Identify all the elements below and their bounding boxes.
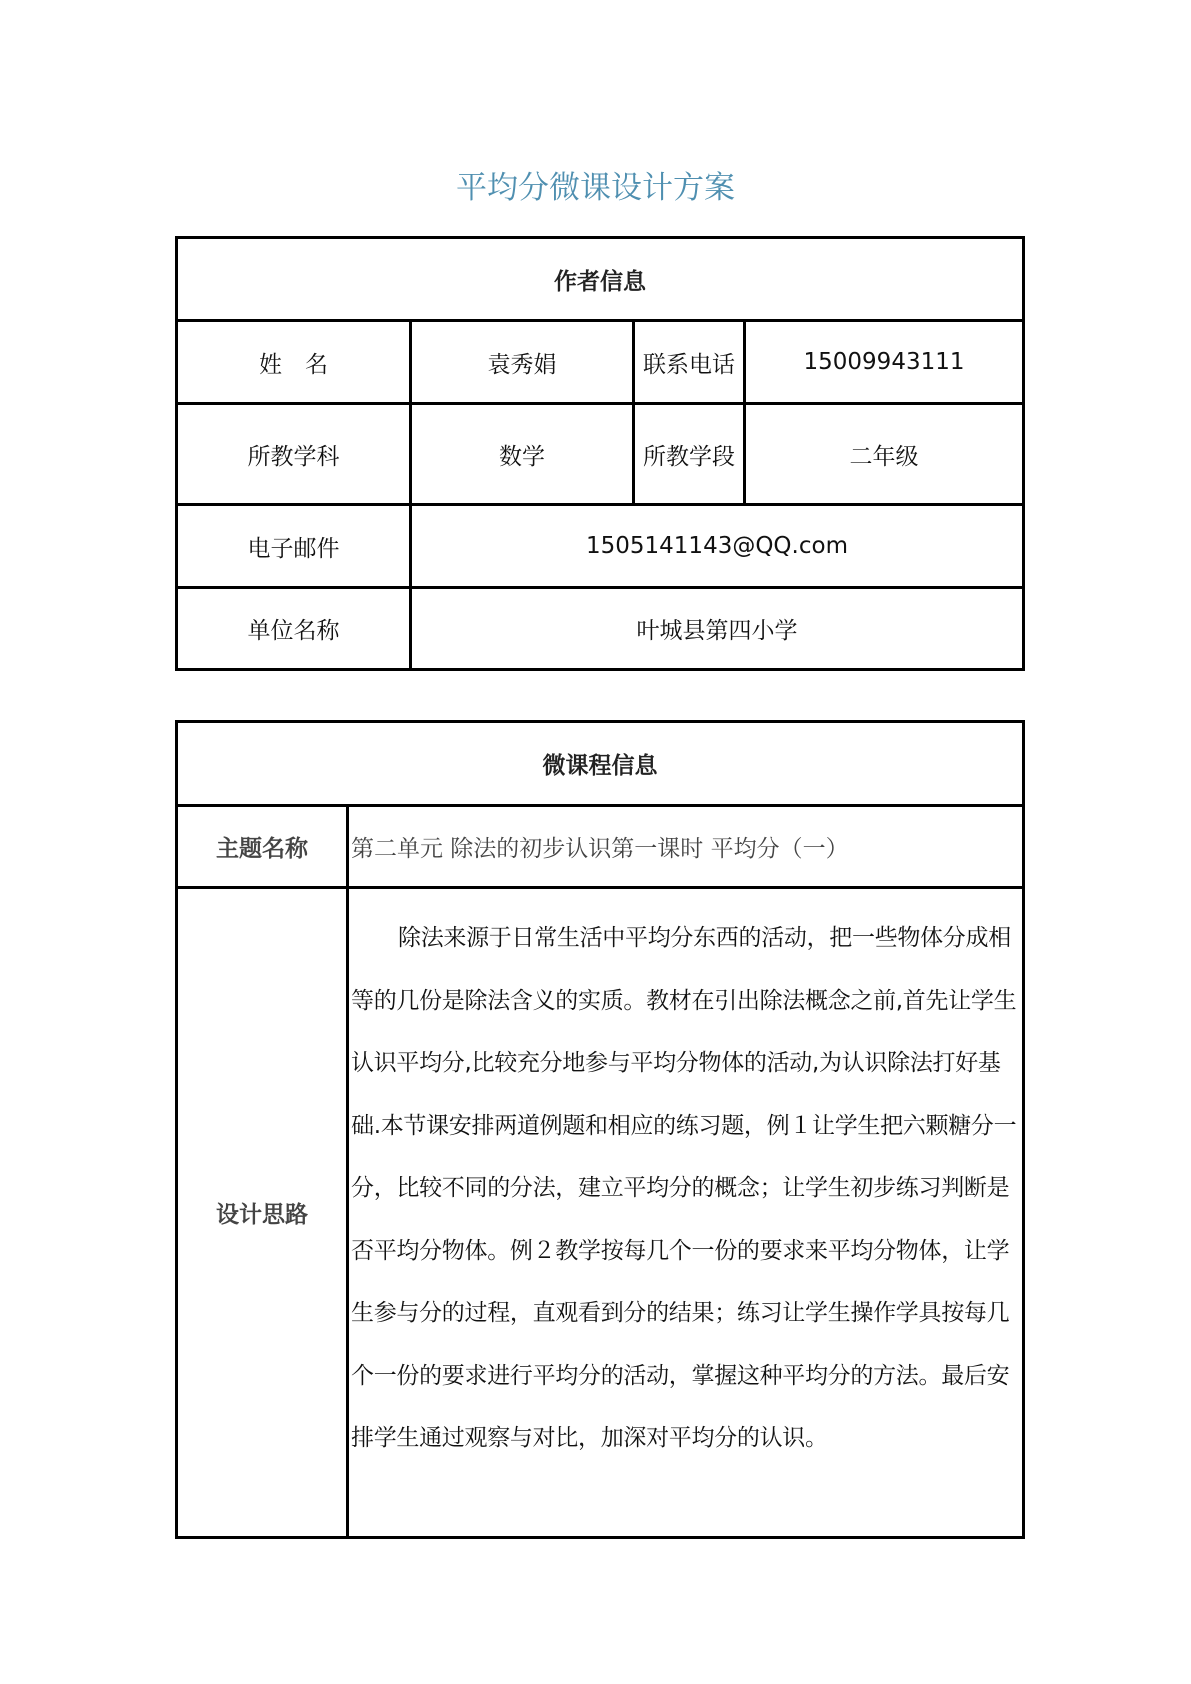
grade-label: 所教学段 [634,404,745,505]
grade-value: 二年级 [745,404,1024,505]
document-title: 平均分微课设计方案 [456,170,735,206]
design-cell [348,888,1024,1538]
name-value: 袁秀娟 [411,321,634,404]
name-label: 姓 名 [177,321,411,404]
author-info-table [175,236,1025,671]
phone-label: 联系电话 [634,321,745,404]
subject-value: 数学 [411,404,634,505]
phone-value: 15009943111 [745,321,1024,404]
unit-label: 单位名称 [177,588,411,670]
course-info-table [175,720,1025,1539]
author-info-header: 作者信息 [177,238,1024,321]
course-info-header: 微课程信息 [177,722,1024,806]
email-label: 电子邮件 [177,505,411,588]
design-label: 设计思路 [177,888,348,1538]
topic-value: 第二单元 除法的初步认识第一课时 平均分（一） [348,806,1024,888]
design-text: 除法来源于日常生活中平均分东西的活动，把一些物体分成相等的几份是除法含义的实质。教材在引出除法概念之前,首先让学生认识平均分,比较充分地参与平均分物体的活动,为认识除法打好基础.本节课安排两道例题和相应的练习题，例１让学生把六颗糖分一分，比较不同的分法，建立平均分的概念；让学生初步练习判断是否平均分物体。例２教学按每几个一份的要求来平均分物体，让学生参与分的过程，直观看到分的结果；练习让学生操作学具按每几个一份的要求进行平均分的活动，掌握这种平均分的方法。最后安排学生通过观察与对比，加深对平均分的认识。 [351,925,1017,1451]
unit-value: 叶城县第四小学 [411,588,1024,670]
email-value: 1505141143@QQ.com [411,505,1024,588]
subject-label: 所教学科 [177,404,411,505]
topic-label: 主题名称 [177,806,348,888]
